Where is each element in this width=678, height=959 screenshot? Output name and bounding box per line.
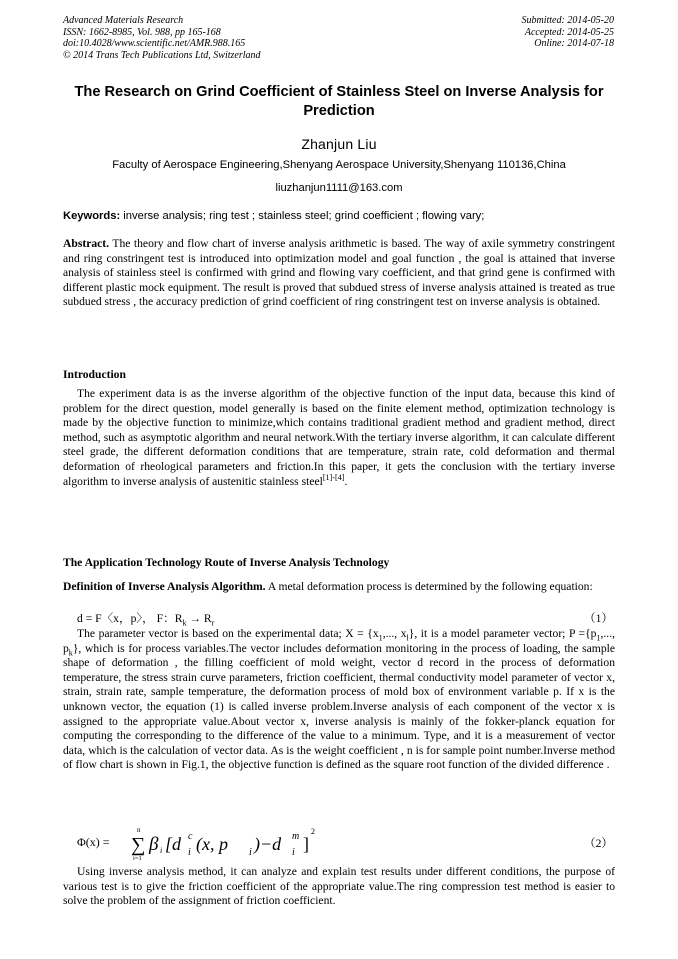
equation-2: [63, 820, 615, 864]
abstract: [63, 237, 615, 310]
doi[interactable]: doi:10.4028/www.scientific.net/AMR.988.165: [63, 38, 246, 50]
eq2-sub-i-1: i: [188, 847, 191, 858]
online-date: Online: 2014-07-18: [534, 38, 614, 50]
definition-text: A metal deformation process is determined by the following equation:: [265, 580, 593, 593]
eq2-sup-m: m: [292, 831, 300, 842]
copyright: © 2014 Trans Tech Publications Ltd, Switzerland: [63, 49, 261, 61]
paper-title: The Research on Grind Coefficient of Stainless Steel on Inverse Analysis for Prediction: [74, 84, 604, 119]
abstract-label: Abstract.: [63, 237, 110, 250]
eq2-sub-i-2: i: [249, 847, 252, 858]
section-heading: The Application Technology Route of Inverse Analysis Technology: [63, 556, 390, 569]
eq2-d-calc: [d: [165, 834, 182, 854]
introduction-end: .: [344, 474, 348, 488]
eq2-beta-sub: i: [160, 846, 163, 855]
keywords-text: inverse analysis; ring test ; stainless steel; grind coefficient ; flowing vary;: [120, 210, 485, 222]
affiliation: Faculty of Aerospace Engineering,Shenyang Aerospace University,Shenyang 110136,China: [112, 159, 566, 171]
author-email[interactable]: liuzhanjun1111@163.com: [275, 182, 403, 194]
definition-paragraph: [63, 580, 615, 595]
introduction-heading: Introduction: [63, 368, 126, 381]
eq2-d-meas: )−d: [254, 834, 282, 854]
keywords-label: Keywords:: [63, 210, 121, 222]
journal-info: [63, 15, 261, 61]
eq2-lhs: Φ(x) =: [77, 835, 110, 849]
equation-2-number: （2）: [584, 837, 613, 850]
eq2-sum-lower: i=1: [133, 855, 142, 862]
eq2-square: 2: [311, 827, 315, 836]
eq2-sum-upper: n: [137, 826, 141, 834]
parameter-paragraph: The parameter vector is based on the experimental data; $X = \{x_1$,..., $x_l$}, it is a model parameter vector; $P =\{p_1$,..., $p_k$}, which is for process variables.The vector includes deformation monitoring in the process of loading, the sample shape of deformation , the filling coefficient of mold weight, vector d record in the process of deformation temperature, the stress strain curve parameters, friction coefficient, thermal conductivity model parameter of vector x, strain, strain rate, sample temperature, the deformation process of mold box of environment variable p. If x is the unknown vector, the equation (1) is called inverse problem.Inverse analysis of each component of the vector x is assigned to the appropriate value.About vector x, inverse analysis is mainly of the fokker-planck equation for computing the corresponding to the difference of the value to a minimum. Type, and it is a measurement of vector data, which is the calculation of vector data. As is the weight coefficient , n is for sample point number.Inverse method of flow chart is shown in Fig.1, the objective function is defined as the square root function of the divided difference .: [63, 627, 615, 772]
submitted-date: Submitted: 2014-05-20: [521, 15, 614, 26]
equation-1-body: d = F〈x，p〉， F：$R_k \to R_r$: [77, 612, 215, 628]
dates-info: [522, 15, 615, 50]
issn: ISSN: 1662-8985, Vol. 988, pp 165-168: [63, 26, 221, 38]
keywords: [63, 209, 615, 223]
eq2-bracket: ]: [303, 834, 309, 854]
introduction-paragraph: [63, 387, 615, 489]
sigma-symbol: ∑: [131, 834, 146, 856]
equation-1-number: （1）: [584, 612, 613, 625]
eq2-args: (x, p: [196, 834, 228, 854]
accepted-date: Accepted: 2014-05-25: [524, 26, 614, 38]
citation-ref[interactable]: [1]-[4]: [322, 472, 345, 482]
eq2-sub-i-3: i: [292, 847, 295, 858]
equation-2-formula: [63, 820, 615, 864]
eq2-sup-c: c: [188, 831, 193, 842]
introduction-text: The experiment data is as the inverse algorithm of the objective function of the input data, because this kind of problem for the direct question, model generally is based on the finite element method, optimization technology is made by the objective function to minimize,which contains traditional gradient method and gradient method, direct method, such as asymptotic algorithm and neural network.With the tertiary inverse algorithm, it can calculate different steel grade, the different deformation conditions that are temperature, strain rate, cold deformation and thermal deformation of rheological parameters and friction.In this paper, it gets the conclusion with the tertiary inverse algorithm to inverse analysis of austenitic stainless steel: [63, 387, 615, 488]
beta-symbol: β: [149, 834, 159, 855]
journal-name: Advanced Materials Research: [63, 15, 184, 26]
final-paragraph: Using inverse analysis method, it can analyze and explain test results under different conditions, the purpose of various test is to give the friction coefficient of the appropriate value.The ring compression test method is easier to solve the problem of the assignment of friction coefficient.: [63, 865, 615, 908]
abstract-text: The theory and flow chart of inverse analysis arithmetic is based. The way of axile symmetry constringent and ring constringent test is introduced into optimization model and goal function , the goal is attained that inverse analysis of stainless steel is confirmed with grind and flowing vary coefficient, and that grind gene is confirmed with different plastic mock equipment. The result is proved that subdued stress of inverse analysis attained is treated as true subdued stress , the accuracy prediction of grind coefficient of ring constringent test on inverse analysis is obtained.: [63, 237, 615, 309]
author-name: Zhanjun Liu: [301, 136, 377, 152]
definition-label: Definition of Inverse Analysis Algorithm.: [63, 580, 266, 593]
